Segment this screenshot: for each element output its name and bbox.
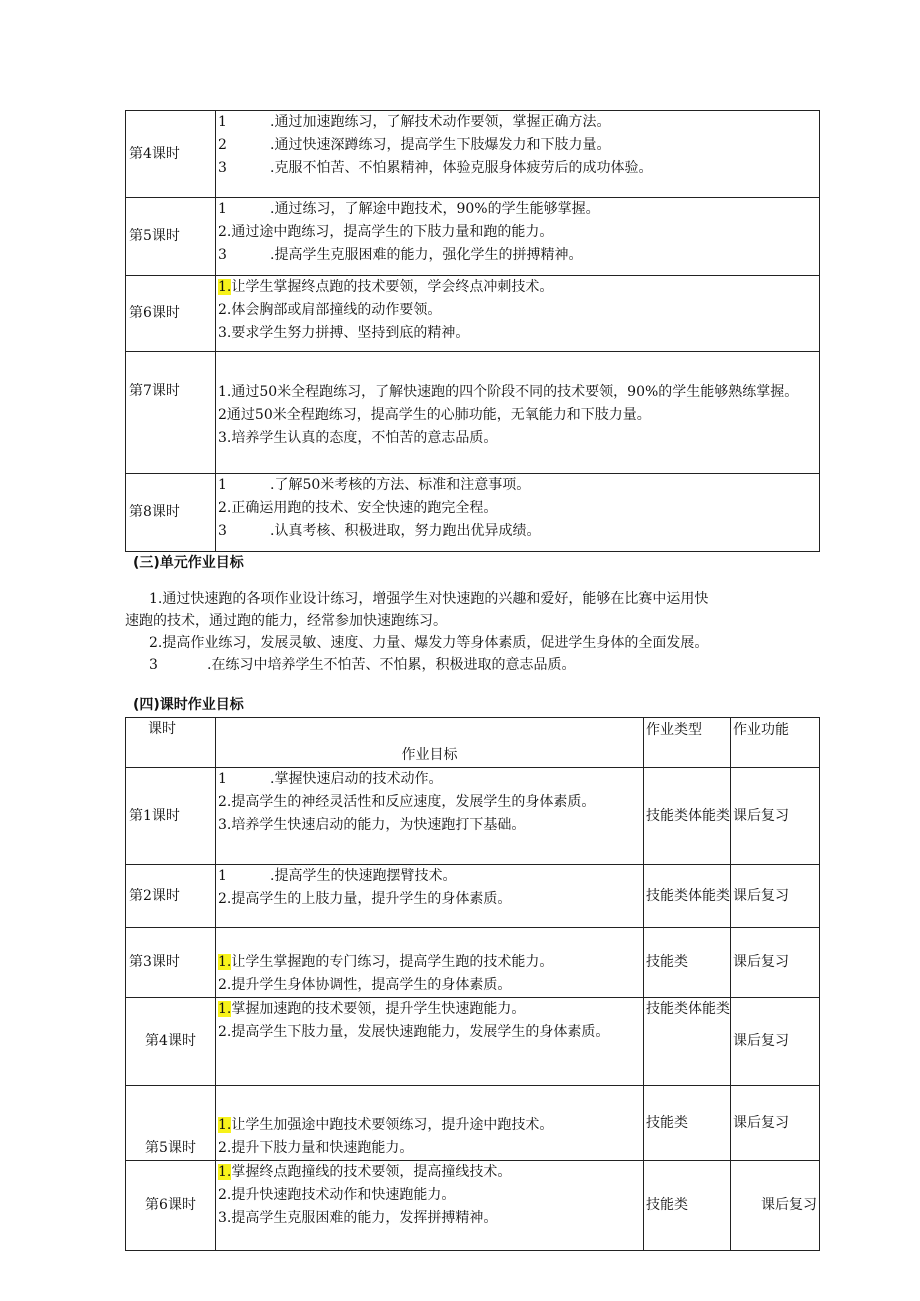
homework-goal-table (125, 717, 820, 1251)
goal-line: 2.提高学生下肢力量，发展快速跑能力，发展学生的身体素质。 (218, 1024, 610, 1040)
homework-function-cell: 课后复习 (731, 928, 820, 998)
table-row (126, 928, 820, 998)
goal-line: 1.掌握终点跑撞线的技术要领，提高撞线技术。 (218, 1164, 512, 1180)
table-row (126, 998, 820, 1086)
goal-line: 2.通过途中跑练习，提高学生的下肢力量和跑的能力。 (218, 224, 554, 240)
table-row (126, 1161, 820, 1251)
table-header-row (126, 718, 820, 768)
goal-line: 3 .提高学生克服困难的能力，强化学生的拼搏精神。 (218, 247, 583, 263)
lesson-hour-cell: 第5课时 (126, 1086, 216, 1161)
homework-function-cell: 课后复习 (731, 865, 820, 928)
lesson-hour-cell: 第5课时 (126, 198, 216, 276)
homework-goal-cell (216, 1086, 644, 1161)
goal-line: 2通过50米全程跑练习，提高学生的心肺功能，无氧能力和下肢力量。 (218, 407, 651, 423)
lesson-goal-cell (216, 474, 820, 552)
homework-type-cell: 技能类 (644, 1161, 731, 1251)
lesson-hour-cell: 第6课时 (126, 276, 216, 352)
lesson-goal-cell (216, 198, 820, 276)
goal-line: 1 .提高学生的快速跑摆臂技术。 (218, 868, 457, 884)
highlight-marker: 1. (218, 954, 232, 970)
section3-body (125, 588, 831, 676)
unit-lesson-table (125, 110, 820, 552)
header-type: 作业类型 (644, 718, 731, 768)
goal-line: 3.培养学生快速启动的能力，为快速跑打下基础。 (218, 817, 526, 833)
goal-line: 2.提升下肢力量和快速跑能力。 (218, 1140, 414, 1156)
goal-line: 1.掌握加速跑的技术要领，提升学生快速跑能力。 (218, 1001, 526, 1017)
goal-line: 1 .通过加速跑练习，了解技术动作要领，掌握正确方法。 (218, 114, 611, 130)
goal-line: 1 .掌握快速启动的技术动作。 (218, 771, 443, 787)
homework-function-cell: 课后复习 (731, 768, 820, 865)
homework-type-cell: 技能类 (644, 1086, 731, 1161)
table-row (126, 352, 820, 474)
goal-line: 3.培养学生认真的态度，不怕苦的意志品质。 (218, 430, 498, 446)
table-row (126, 768, 820, 865)
lesson-hour-cell: 第2课时 (126, 865, 216, 928)
homework-goal-cell (216, 865, 644, 928)
homework-function-cell: 课后复习 (731, 1086, 820, 1161)
homework-type-cell: 技能类体能类 (644, 768, 731, 865)
table-row (126, 1086, 820, 1161)
paragraph-line: 3 .在练习中培养学生不怕苦、不怕累，积极进取的意志品质。 (149, 657, 576, 673)
lesson-hour-cell: 第6课时 (126, 1161, 216, 1251)
lesson-hour-cell: 第1课时 (126, 768, 216, 865)
highlight-marker: 1. (218, 1001, 232, 1017)
header-goal: 作业目标 (216, 718, 644, 768)
lesson-hour-cell: 第4课时 (126, 111, 216, 198)
section3-heading: (三)单元作业目标 (133, 555, 244, 571)
lesson-hour-cell: 第7课时 (126, 352, 216, 474)
lesson-goal-cell (216, 276, 820, 352)
section4-heading: (四)课时作业目标 (133, 697, 244, 713)
table-row (126, 276, 820, 352)
homework-goal-cell (216, 998, 644, 1086)
highlight-marker: 1. (218, 1117, 232, 1133)
goal-line: 3 .认真考核、积极进取，努力跑出优异成绩。 (218, 523, 541, 539)
highlight-marker: 1. (218, 1164, 232, 1180)
homework-type-cell: 技能类体能类 (644, 998, 731, 1086)
lesson-hour-cell: 第4课时 (126, 998, 216, 1086)
homework-type-cell: 技能类 (644, 928, 731, 998)
lesson-goal-cell (216, 352, 820, 474)
homework-goal-cell (216, 1161, 644, 1251)
goal-line: 3 .克服不怕苦、不怕累精神，体验克服身体疲劳后的成功体验。 (218, 160, 653, 176)
goal-line: 1.让学生掌握终点跑的技术要领，学会终点冲刺技术。 (218, 279, 554, 295)
goal-line: 2.提升快速跑技术动作和快速跑能力。 (218, 1187, 456, 1203)
header-function: 作业功能 (731, 718, 820, 768)
goal-line: 2.正确运用跑的技术、安全快速的跑完全程。 (218, 500, 498, 516)
table-row (126, 865, 820, 928)
goal-line: 1 .通过练习，了解途中跑技术，90%的学生能够掌握。 (218, 201, 600, 217)
homework-goal-cell (216, 928, 644, 998)
lesson-goal-cell (216, 111, 820, 198)
goal-line: 1.让学生加强途中跑技术要领练习，提升途中跑技术。 (218, 1117, 554, 1133)
goal-line: 3.要求学生努力拼搏、坚持到底的精神。 (218, 325, 470, 341)
goal-line: 1.让学生掌握跑的专门练习，提高学生跑的技术能力。 (218, 954, 554, 970)
goal-line: 3.提高学生克服困难的能力，发挥拼搏精神。 (218, 1210, 498, 1226)
homework-function-cell: 课后复习 (731, 1161, 820, 1251)
homework-type-cell: 技能类体能类 (644, 865, 731, 928)
lesson-hour-cell: 第3课时 (126, 928, 216, 998)
lesson-hour-cell: 第8课时 (126, 474, 216, 552)
goal-line: 1 .了解50米考核的方法、标准和注意事项。 (218, 477, 531, 493)
header-hour: 课时 (126, 718, 216, 768)
goal-line: 2.提升学生身体协调性，提高学生的身体素质。 (218, 977, 512, 993)
goal-line: 2.提高学生的神经灵活性和反应速度，发展学生的身体素质。 (218, 794, 596, 810)
table-row (126, 198, 820, 276)
goal-line: 2 .通过快速深蹲练习，提高学生下肢爆发力和下肢力量。 (218, 137, 611, 153)
highlight-marker: 1. (218, 279, 232, 295)
goal-line: 1.通过50米全程跑练习，了解快速跑的四个阶段不同的技术要领，90%的学生能够熟练掌握。 (218, 384, 799, 400)
table-row (126, 474, 820, 552)
goal-line: 2.提高学生的上肢力量，提升学生的身体素质。 (218, 891, 512, 907)
paragraph-line: 1.通过快速跑的各项作业设计练习，增强学生对快速跑的兴趣和爱好，能够在比赛中运用快 (149, 591, 709, 607)
goal-line: 2.体会胸部或肩部撞线的动作要领。 (218, 302, 442, 318)
homework-function-cell: 课后复习 (731, 998, 820, 1086)
paragraph-line: 速跑的技术，通过跑的能力，经常参加快速跑练习。 (125, 613, 447, 629)
paragraph-line: 2.提高作业练习，发展灵敏、速度、力量、爆发力等身体素质，促进学生身体的全面发展。 (149, 635, 709, 651)
homework-goal-cell (216, 768, 644, 865)
table-row (126, 111, 820, 198)
